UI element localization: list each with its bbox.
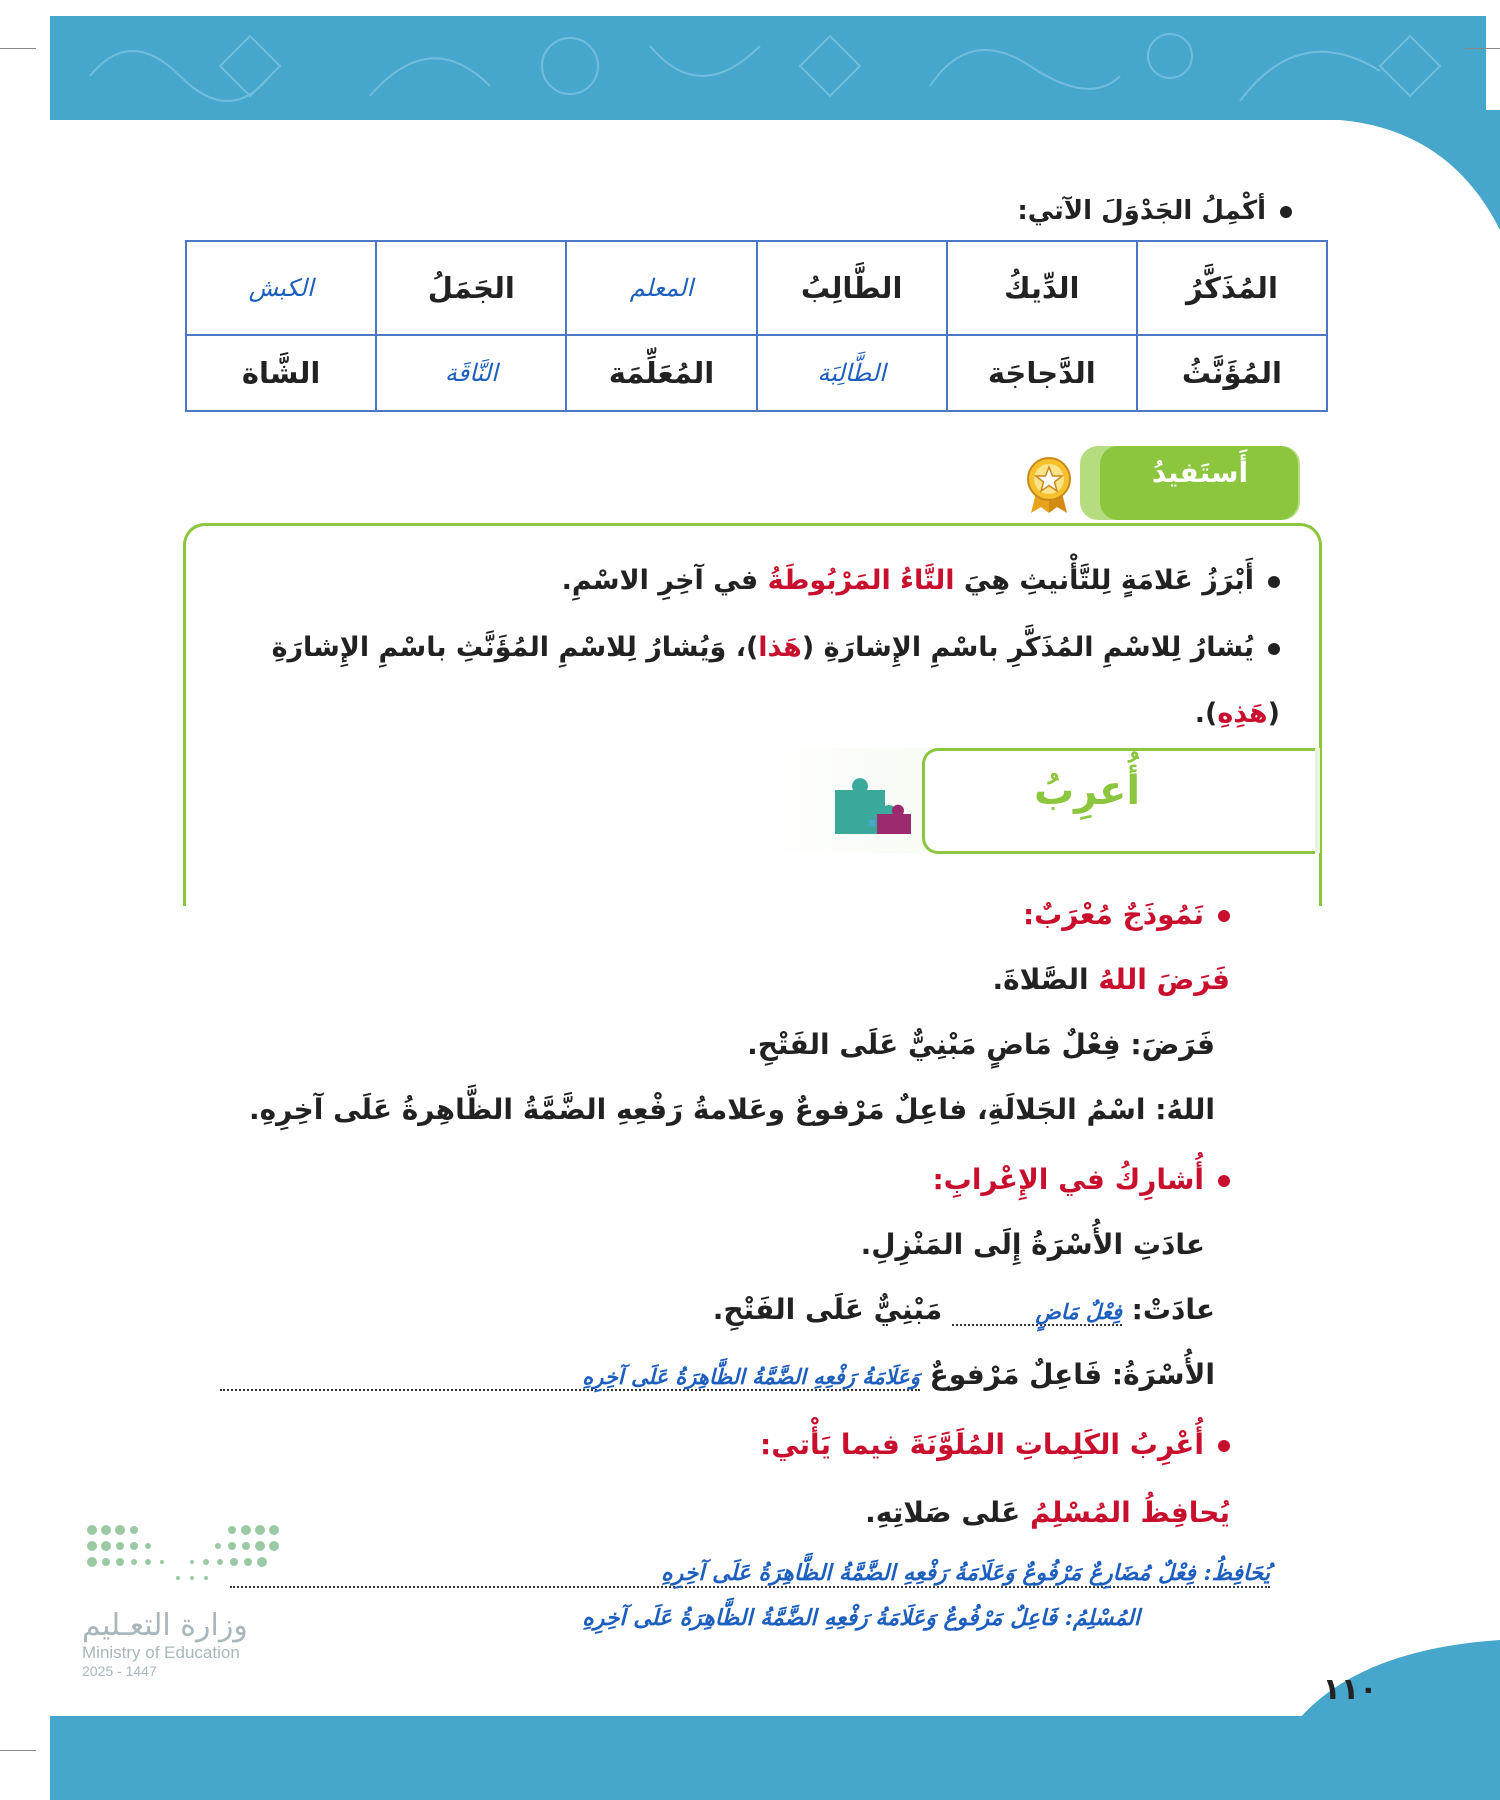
colored-sentence: يُحافِظُ المُسْلِمُ عَلى صَلاتِهِ. (865, 1496, 1230, 1529)
crop-mark (0, 1750, 36, 1751)
bullet-icon (1218, 910, 1230, 922)
header-band (50, 16, 1486, 120)
bullet-icon (1280, 206, 1292, 218)
bullet-icon (1268, 643, 1280, 655)
model-line-1: فَرَضَ: فِعْلٌ مَاضٍ مَبْنِيٌّ عَلَى الفَتْحِ. (747, 1028, 1215, 1061)
answer-field[interactable]: يُحَافِظُ: فِعْلٌ مُضَارِعٌ مَرْفُوعٌ وَعَلَامَةُ رَفْعِهِ الضَّمَّةُ الظَّاهِرَةُ عَلَى آخِرِهِ (230, 1560, 1270, 1588)
ministry-english: Ministry of Education (82, 1643, 240, 1662)
ministry-arabic: وزارة التعـليم (82, 1608, 248, 1643)
colored-heading: أُعْرِبُ الكَلِماتِ المُلَوَّنَةَ فيما يَأْتي: (760, 1428, 1230, 1461)
participate-sentence: عادَتِ الأُسْرَةُ إِلَى المَنْزِلِ. (860, 1228, 1205, 1261)
page-number: ١١٠ (1322, 1672, 1378, 1707)
crop-mark (1464, 48, 1500, 49)
ministry-year: 2025 - 1447 (82, 1663, 157, 1679)
table-cell: الدَّجاجَة (947, 335, 1137, 411)
table-cell-answer[interactable]: الطَّالِبَة (757, 335, 947, 411)
crop-mark (0, 48, 36, 49)
bullet-icon (1218, 1175, 1230, 1187)
calligraphy-pattern (50, 16, 1486, 120)
model-line-2: اللهُ: اسْمُ الجَلالَةِ، فاعِلٌ مَرْفوعٌ وعَلامةُ رَفْعِهِ الضَّمَّةُ الظَّاهِرةُ عَلَى آخِرِهِ. (248, 1093, 1215, 1126)
table-row-masculine (186, 241, 1327, 335)
info-line-1: أَبْرَزُ عَلامَةٍ لِلتَّأْنيثِ هِيَ التَّاءُ المَرْبُوطَةُ في آخِرِ الاسْمِ. (562, 565, 1280, 596)
ministry-logo (82, 1520, 282, 1720)
table-cell-answer[interactable]: النَّاقَة (376, 335, 566, 411)
info-line-2: يُشارُ لِلاسْمِ المُذَكَّرِ باسْمِ الإِشارَةِ (هَذا)، وَيُشارُ لِلاسْمِ المُؤَنَّثِ باسْمِ الإِشارَةِ (272, 632, 1280, 663)
medal-star-icon (1023, 455, 1075, 515)
table-instruction: أكْمِلُ الجَدْوَلَ الآتي: (1017, 196, 1292, 226)
table-row-feminine (186, 335, 1327, 411)
table-cell: المُعَلِّمَة (566, 335, 756, 411)
table-cell: الجَمَلُ (376, 241, 566, 335)
bullet-icon (1268, 576, 1280, 588)
answer-field[interactable]: فِعْلٌ مَاضٍ (952, 1299, 1122, 1326)
answer-field[interactable]: وَعَلَامَةُ رَفْعِهِ الضَّمَّةُ الظَّاهِرَةُ عَلَى آخِرِهِ (220, 1364, 920, 1391)
table-cell-answer[interactable]: المعلم (566, 241, 756, 335)
participate-line-2: الأُسْرَةُ: فَاعِلٌ مَرْفوعٌ وَعَلَامَةُ رَفْعِهِ الضَّمَّةُ الظَّاهِرَةُ عَلَى آخِرِهِ (220, 1358, 1215, 1391)
participate-line-1: عادَتْ: فِعْلٌ مَاضٍ مَبْنِيٌّ عَلَى الفَتْحِ. (712, 1293, 1215, 1326)
answer-field[interactable]: المُسْلِمُ: فَاعِلٌ مَرْفُوعٌ وَعَلَامَةُ رَفْعِهِ الضَّمَّةُ الظَّاهِرَةُ عَلَى آخِرِهِ (582, 1605, 1140, 1631)
ministry-logo-dots-icon (82, 1520, 282, 1600)
puzzle-icon (825, 770, 915, 840)
footer-band (50, 1716, 1500, 1800)
table-cell-answer[interactable]: الكبش (186, 241, 376, 335)
model-heading: نَمُوذَجٌ مُعْرَبٌ: (1023, 898, 1230, 931)
arab-title: أُعرِبُ (1033, 768, 1141, 814)
estafid-label: أَستَفيدُ (1151, 456, 1249, 489)
bullet-icon (1218, 1440, 1230, 1452)
row-label: المُؤَنَّثُ (1137, 335, 1327, 411)
row-label: المُذَكَّرُ (1137, 241, 1327, 335)
info-line-3: (هَذِهِ). (1194, 698, 1280, 729)
model-sentence: فَرَضَ اللهُ الصَّلاةَ. (992, 963, 1230, 996)
gender-table (185, 240, 1328, 412)
table-cell: الدِّيكُ (947, 241, 1137, 335)
table-cell: الشَّاة (186, 335, 376, 411)
participate-heading: أُشارِكُ في الإِعْرابِ: (932, 1163, 1230, 1196)
table-cell: الطَّالِبُ (757, 241, 947, 335)
